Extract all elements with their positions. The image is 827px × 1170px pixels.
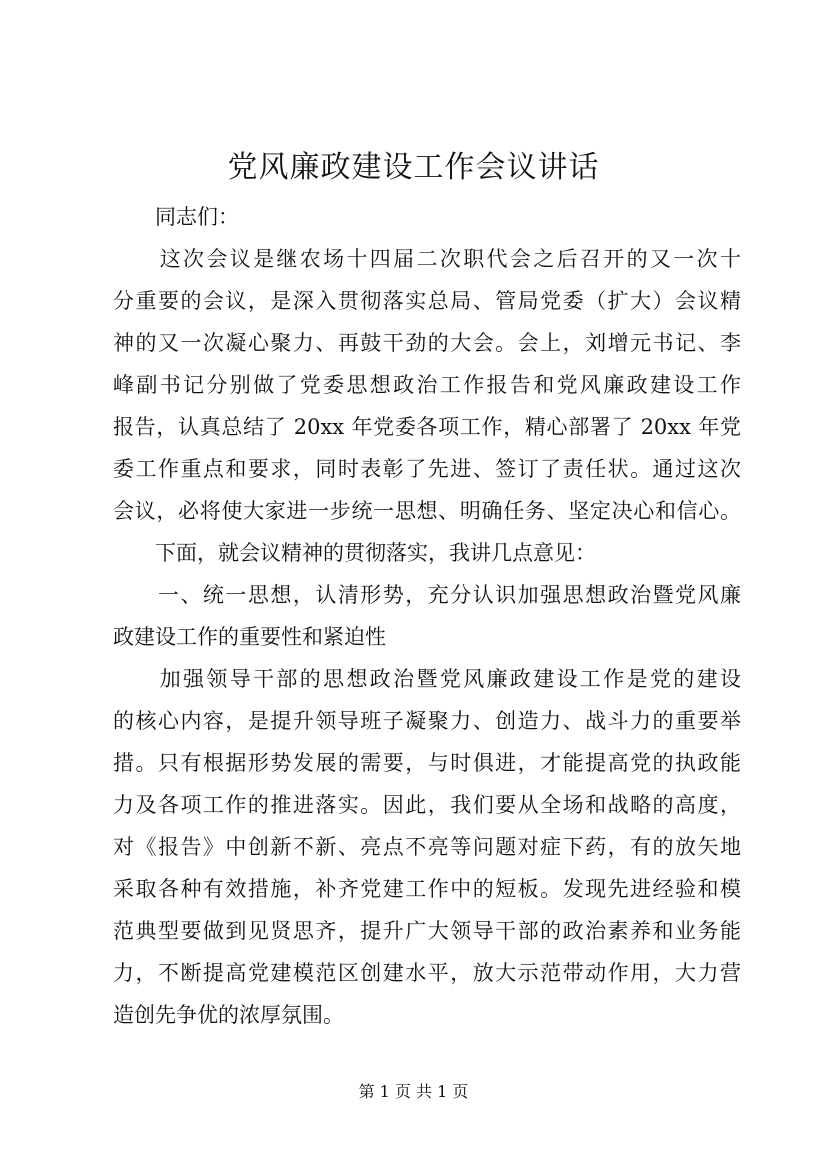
section-heading-line: 政建设工作的重要性和紧迫性 <box>113 625 386 649</box>
paragraph-line: 采取各种有效措施，补齐党建工作中的短板。发现先进经验和模 <box>113 877 741 901</box>
paragraph-line: 对《报告》中创新不新、亮点不亮等问题对症下药，有的放矢地 <box>113 835 741 859</box>
section-heading-line: 一、统一思想，认清形势，充分认识加强思想政治暨党风廉 <box>113 583 741 607</box>
paragraph-line: 峰副书记分别做了党委思想政治工作报告和党风廉政建设工作 <box>113 373 741 397</box>
page-title: 党风廉政建设工作会议讲话 <box>227 150 600 185</box>
paragraph-line: 报告，认真总结了 20xx 年党委各项工作，精心部署了 20xx 年党 <box>113 415 741 439</box>
paragraph-line: 力及各项工作的推进落实。因此，我们要从全场和战略的高度， <box>113 793 741 817</box>
paragraph-line: 这次会议是继农场十四届二次职代会之后召开的又一次十 <box>113 247 741 271</box>
paragraph-line: 会议，必将使大家进一步统一思想、明确任务、坚定决心和信心。 <box>113 499 741 523</box>
page-footer: 第 1 页 共 1 页 <box>358 1082 469 1101</box>
paragraph-line: 的核心内容，是提升领导班子凝聚力、创造力、战斗力的重要举 <box>113 709 741 733</box>
paragraph-line: 范典型要做到见贤思齐，提升广大领导干部的政治素养和业务能 <box>113 919 741 943</box>
document-body <box>113 196 741 1036</box>
paragraph-line: 造创先争优的浓厚氛围。 <box>113 1003 344 1027</box>
paragraph-line: 神的又一次凝心聚力、再鼓干劲的大会。会上，刘增元书记、李 <box>113 331 741 355</box>
paragraph-line: 委工作重点和要求，同时表彰了先进、签订了责任状。通过这次 <box>113 457 741 481</box>
paragraph-line: 加强领导干部的思想政治暨党风廉政建设工作是党的建设 <box>113 667 741 691</box>
greeting-line: 同志们： <box>113 205 239 229</box>
paragraph-line: 力，不断提高党建模范区创建水平，放大示范带动作用，大力营 <box>113 961 741 985</box>
paragraph-line: 措。只有根据形势发展的需要，与时俱进，才能提高党的执政能 <box>113 751 741 775</box>
paragraph-line: 分重要的会议，是深入贯彻落实总局、管局党委（扩大）会议精 <box>113 289 741 313</box>
paragraph-line: 下面，就会议精神的贯彻落实，我讲几点意见： <box>113 541 596 565</box>
